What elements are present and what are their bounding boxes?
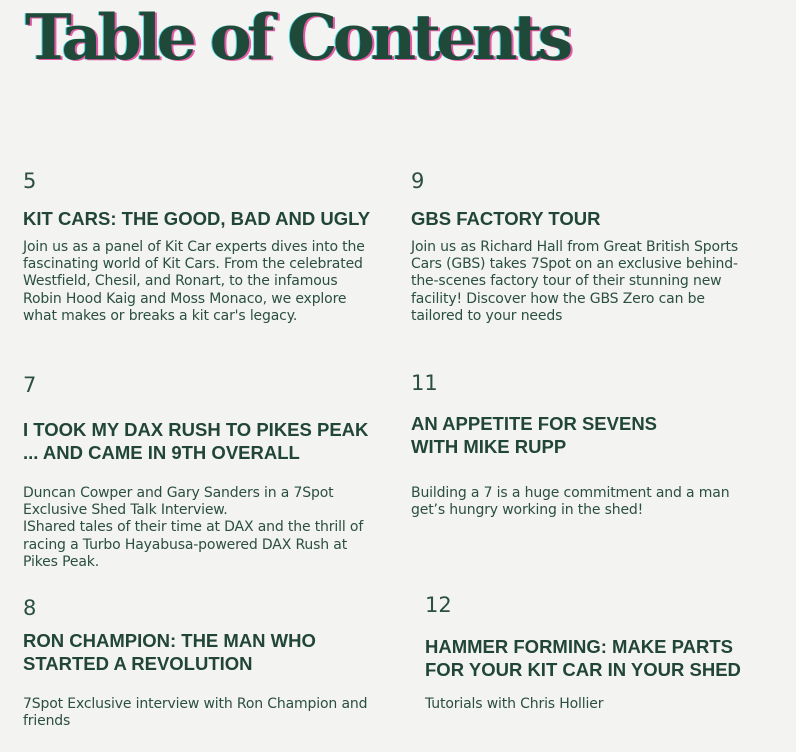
toc-description: Join us as Richard Hall from Great British Sports Cars (GBS) takes 7Spot on an exclusive behind- the-scenes factory tour of their stunning new facility! Discover how the GBS Zero can be tailored to your needs: [411, 239, 739, 324]
toc-page-number: 5: [23, 169, 37, 193]
toc-entry-appetite-for-sevens[interactable]: [411, 371, 781, 531]
toc-entry-dax-rush-pikes-peak[interactable]: [23, 373, 393, 573]
toc-entry-ron-champion[interactable]: [23, 596, 393, 746]
toc-page-number: 9: [411, 169, 425, 193]
toc-description: Join us as a panel of Kit Car experts dives into the fascinating world of Kit Cars. From the celebrated Westfield, Chesil, and Ronart, to the infamous Robin Hood Kaig and Moss Monaco, we explore what makes or breaks a kit car's legacy.: [23, 239, 365, 324]
toc-description: Tutorials with Chris Hollier: [425, 696, 604, 712]
toc-description: Duncan Cowper and Gary Sanders in a 7Spot Exclusive Shed Talk Interview. IShared tales of their time at DAX and the thrill of racing a Turbo Hayabusa-powered DAX Rush at Pikes Peak.: [23, 485, 364, 570]
toc-entry-gbs-factory-tour[interactable]: [411, 170, 781, 330]
toc-heading: I TOOK MY DAX RUSH TO PIKES PEAK ... AND CAME IN 9TH OVERALL: [23, 419, 369, 463]
toc-page-number: 8: [23, 596, 37, 620]
toc-heading: HAMMER FORMING: MAKE PARTS FOR YOUR KIT CAR IN YOUR SHED: [425, 636, 741, 680]
toc-heading: KIT CARS: THE GOOD, BAD AND UGLY: [23, 208, 371, 229]
toc-entry-kit-cars[interactable]: [23, 170, 393, 330]
toc-heading: RON CHAMPION: THE MAN WHO STARTED A REVOLUTION: [23, 630, 316, 674]
toc-heading: GBS FACTORY TOUR: [411, 208, 601, 229]
toc-entry-hammer-forming[interactable]: [425, 593, 785, 743]
toc-page-number: 12: [425, 593, 452, 617]
toc-heading: AN APPETITE FOR SEVENS WITH MIKE RUPP: [411, 413, 658, 457]
toc-page-number: 7: [23, 373, 37, 397]
toc-page-number: 11: [411, 371, 438, 395]
toc-description: Building a 7 is a huge commitment and a man get’s hungry working in the shed!: [411, 485, 730, 519]
toc-description: 7Spot Exclusive interview with Ron Champion and friends: [23, 696, 368, 730]
page-title: Table of Contents: [25, 0, 569, 74]
